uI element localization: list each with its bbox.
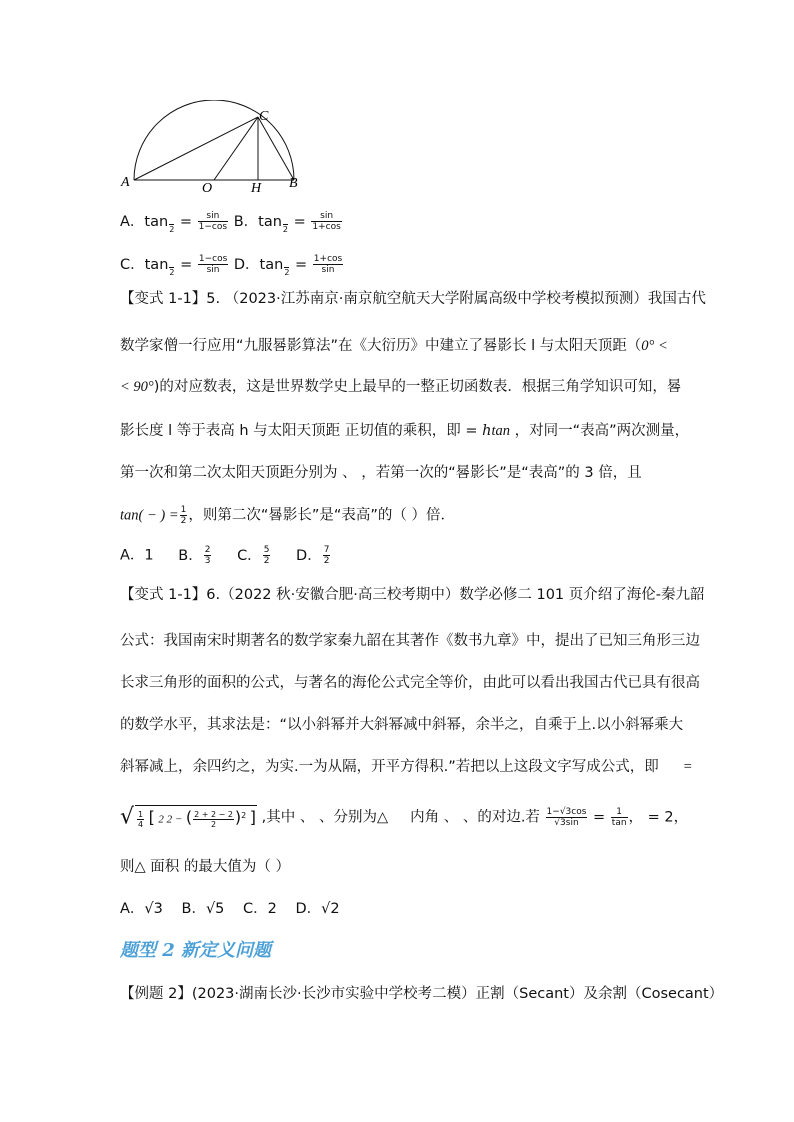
q4-option-c[interactable]: C．tan 2 = $\frac{1-\cos}{\sin}$ <box>120 254 228 277</box>
q4-option-a[interactable]: A．tan 2 = $\frac{\sin}{1-\cos}$ <box>120 211 228 234</box>
q5-line-5: 第一次和第二次太阳天顶距分别为 、 ，若第一次的“晷影长”是“表高”的 3 倍，且 <box>120 465 642 481</box>
heron-formula: √ $\frac{1}{4}$ [ 2 2 − ( $\frac{2 + 2 - 2}{2}$ )$^2$ ] <box>120 804 257 830</box>
q5-option-b[interactable]: B． $\frac{2}{3}$ <box>178 545 211 566</box>
segment-CB <box>258 117 294 180</box>
q5-line-1: 【变式 1-1】5. （2023·江苏南京·南京航空航天大学附属高级中学校考模拟预测）我国古代 <box>120 291 706 307</box>
q6-line-3: 长求三角形的面积的公式，与著名的海伦公式完全等价，由此可以看出我国古代已具有很高 <box>120 675 700 691</box>
label-H: H <box>251 181 262 195</box>
q6-option-b[interactable]: B．√5 <box>181 901 225 917</box>
geometry-figure <box>118 100 318 195</box>
q5-option-a[interactable]: A．1 <box>120 547 154 564</box>
q5-line-2: 数学家僧一行应用“九服晷影算法”在《大衍历》中建立了晷影长 l 与太阳天顶距（0° < <box>120 338 668 354</box>
q6-line-6: √ $\frac{1}{4}$ [ 2 2 − ( $\frac{2 + 2 - 2}{2}$ )$^2$ ] ,其中 、 、分别为△ 内角 、 、的对边.若 $\frac{1-√3\cos}{√3\sin}$ = $\frac{1}{\tan}$ ， = 2， <box>120 804 689 830</box>
q5-options <box>120 545 331 566</box>
label-A: A <box>121 175 130 190</box>
q4-options-ab <box>120 211 343 234</box>
segment-OC <box>214 117 258 180</box>
q6-option-c[interactable]: C．2 <box>243 901 277 917</box>
q5-line-6: tan( − ) = $\frac{1}{2}$ ，则第二次“晷影长”是“表高”的（ ）倍． <box>120 505 456 526</box>
q5-option-c[interactable]: C． $\frac{5}{2}$ <box>237 545 270 566</box>
segment-AC <box>134 117 258 180</box>
example-2-line-1: 【例题 2】(2023·湖南长沙·长沙市实验中学校考二模）正割（Secant）及余割（Cosecant） <box>120 986 724 1002</box>
q6-line-5: 斜幂减上，余四约之，为实.一为从隔，开平方得积.”若把以上这段文字写成公式，即 = <box>120 759 693 775</box>
q4-option-d[interactable]: D．tan 2 = $\frac{1+\cos}{\sin}$ <box>233 254 343 277</box>
q6-line-7: 则△ 面积 的最大值为（ ） <box>120 859 290 875</box>
q5-line-3: < 90°)的对应数表，这是世界数学史上最早的一整正切函数表．根据三角学知识可知，晷 <box>120 379 682 395</box>
q6-option-d[interactable]: D．√2 <box>295 901 340 917</box>
label-B: B <box>289 176 298 191</box>
label-C: C <box>259 109 269 124</box>
q4-option-b[interactable]: B．tan 2 = $\frac{\sin}{1+\cos}$ <box>233 211 341 234</box>
q6-line-4: 的数学水平，其求法是：“以小斜幂并大斜幂减中斜幂，余半之，自乘于上.以小斜幂乘大 <box>120 717 684 733</box>
q5-option-d[interactable]: D． $\frac{7}{2}$ <box>296 545 330 566</box>
q4-options-cd <box>120 254 344 277</box>
q6-options <box>120 899 340 919</box>
q6-line-1: 【变式 1-1】6.（2022 秋·安徽合肥·高三校考期中）数学必修二 101 页介绍了海伦-秦九韶 <box>120 587 705 603</box>
label-O: O <box>202 181 213 195</box>
q5-line-4: 影长度 l 等于表高 h 与太阳天顶距 正切值的乘积，即 = ℎtan ，对同一“表高”两次测量， <box>120 423 690 439</box>
q6-line-2: 公式：我国南宋时期著名的数学家秦九韶在其著作《数书九章》中，提出了已知三角形三边 <box>120 633 700 649</box>
section-heading: 题型 2 新定义问题 <box>120 940 272 961</box>
q6-option-a[interactable]: A．√3 <box>120 901 163 917</box>
